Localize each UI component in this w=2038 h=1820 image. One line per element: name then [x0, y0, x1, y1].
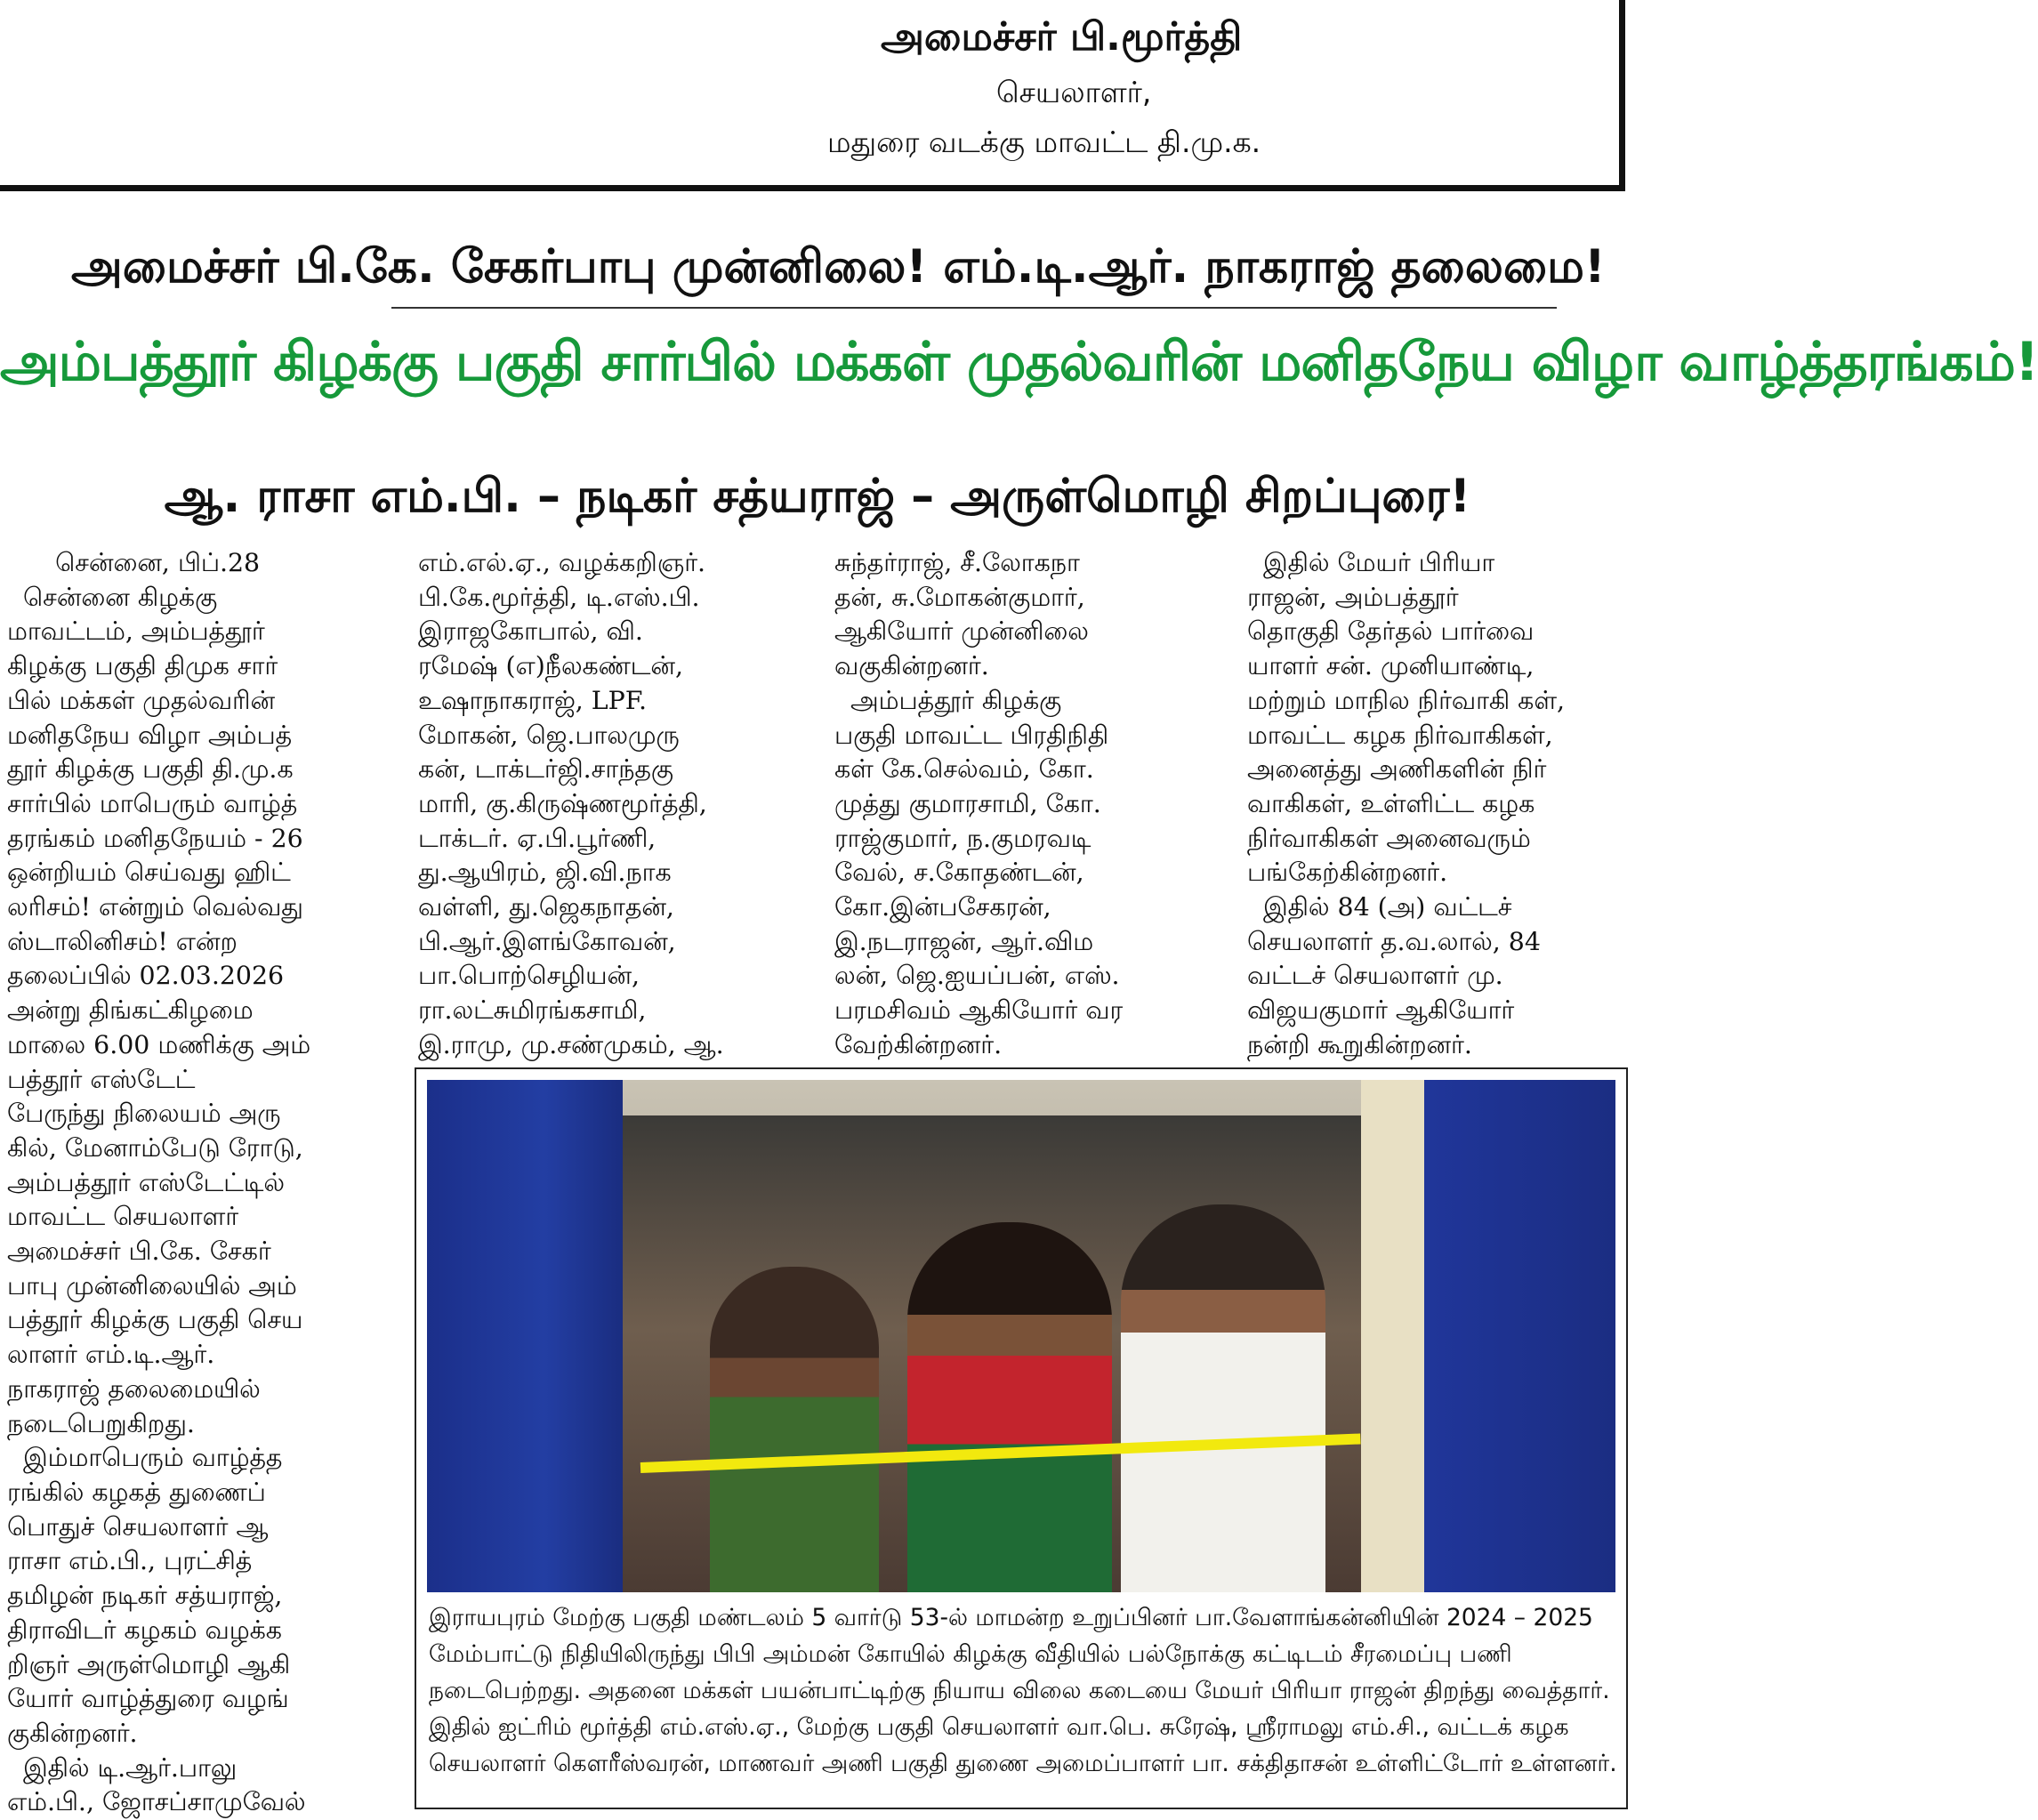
article-line: பாபு முன்னிலையில் அம் [7, 1270, 297, 1301]
article-line: ராசா எம்.பி., புரட்சித் [7, 1546, 253, 1576]
pillar [1361, 1080, 1432, 1592]
blue-door-right [1424, 1080, 1615, 1592]
caption-line: செயலாளர் கௌரீஸ்வரன், மாணவர் அணி பகுதி துணை அமைப்பாளர் பா. சக்திதாசன் உள்ளிட்டோர் உள்ளனர். [429, 1750, 1617, 1777]
article-line: மாலை 6.00 மணிக்கு அம் [7, 1029, 311, 1059]
article-line: கள் கே.செல்வம், கோ. [834, 754, 1094, 785]
article-line: இ.ராமு, மு.சண்முகம், ஆ. [418, 1029, 724, 1059]
headline-main: அம்பத்தூர் கிழக்கு பகுதி சார்பில் மக்கள் முதல்வரின் மனிதநேய விழா வாழ்த்தரங்கம்! [0, 331, 2038, 393]
article-line: சென்னை, பிப்.28 [7, 548, 261, 577]
article-line: மாவட்ட கழக நிர்வாகிகள், [1247, 720, 1553, 750]
article-line: யாளர் சன். முனியாண்டி, [1247, 651, 1535, 681]
article-line: எம்.பி., ஜோசப்சாமுவேல் [7, 1787, 306, 1817]
article-line: சுந்தர்ராஜ், சீ.லோகநா [834, 548, 1080, 577]
headline-divider [391, 307, 1557, 309]
article-column-4 [1247, 546, 1621, 1063]
article-line: வேல், ச.கோதண்டன், [834, 858, 1084, 888]
article-line: தமிழன் நடிகர் சத்யராஜ், [7, 1581, 283, 1611]
article-line: கில், மேனாம்பேடு ரோடு, [7, 1132, 303, 1163]
article-line: பா.பொற்செழியன், [418, 961, 640, 991]
article-line: ரமேஷ் (எ)நீலகண்டன், [418, 651, 683, 681]
article-line: டாக்டர். ஏ.பி.பூர்ணி, [418, 823, 657, 853]
article-line: ராஜன், அம்பத்தூர் [1247, 582, 1459, 612]
article-line: கன், டாக்டர்ஜி.சாந்தகு [418, 754, 673, 785]
article-line: கோ.இன்பசேகரன், [834, 892, 1051, 922]
article-line: தரங்கம் மனிதநேயம் - 26 [7, 823, 303, 853]
article-column-3 [834, 546, 1208, 1063]
article-column-1 [7, 546, 381, 1820]
article-line: சார்பில் மாபெரும் வாழ்த் [7, 788, 298, 818]
article-line: பி.ஆர்.இளங்கோவன், [418, 926, 676, 956]
article-line: ஒன்றியம் செய்வது ஹிட் [7, 858, 291, 888]
article-line: தொகுதி தேர்தல் பார்வை [1247, 616, 1535, 647]
article-line: மோகன், ஜெ.பாலமுரு [418, 720, 680, 750]
article-line: பரமசிவம் ஆகியோர் வர [834, 995, 1124, 1026]
article-line: இராஜகோபால், வி. [418, 616, 643, 647]
photo-caption [429, 1599, 1617, 1782]
article-line: வகுகின்றனர். [834, 651, 989, 681]
article-line: மாரி, கு.கிருஷ்ணமூர்த்தி, [418, 788, 707, 818]
minister-role: செயலாளர், [996, 75, 1152, 109]
article-line: பகுதி மாவட்ட பிரதிநிதி [834, 720, 1109, 750]
caption-line: இராயபுரம் மேற்கு பகுதி மண்டலம் 5 வார்டு 53-ல் மாமன்ற உறுப்பினர் பா.வேளாங்கன்னியின் 2024 – 2025 [429, 1604, 1593, 1631]
person-left [710, 1267, 879, 1592]
article-line: வள்ளி, து.ஜெகநாதன், [418, 892, 674, 922]
article-line: தூர் கிழக்கு பகுதி தி.மு.க [7, 754, 294, 785]
article-line: கிழக்கு பகுதி திமுக சார் [7, 651, 278, 681]
header-box [0, 0, 1625, 191]
article-line: லாளர் எம்.டி.ஆர். [7, 1340, 215, 1370]
article-line: மாவட்ட செயலாளர் [7, 1202, 239, 1232]
article-line: லரிசம்! என்றும் வெல்வது [7, 892, 303, 922]
article-line: மாவட்டம், அம்பத்தூர் [7, 616, 265, 647]
article-line: மனிதநேய விழா அம்பத் [7, 720, 293, 750]
article-line: இம்மாபெரும் வாழ்த்த [7, 1443, 283, 1473]
article-line: நடைபெறுகிறது. [7, 1408, 195, 1438]
minister-name: அமைச்சர் பி.மூர்த்தி [881, 14, 1243, 60]
article-line: வட்டச் செயலாளர் மு. [1247, 961, 1503, 991]
article-line: பி.கே.மூர்த்தி, டி.எஸ்.பி. [418, 582, 700, 612]
article-line: ராஜ்குமார், ந.குமரவடி [834, 823, 1091, 853]
article-line: பில் மக்கள் முதல்வரின் [7, 685, 276, 715]
article-line: விஜயகுமார் ஆகியோர் [1247, 995, 1515, 1026]
ribbon-cutting-photo [427, 1080, 1615, 1592]
article-line: நன்றி கூறுகின்றனர். [1247, 1029, 1472, 1059]
article-line: குகின்றனர். [7, 1718, 138, 1748]
article-line: பொதுச் செயலாளர் ஆ [7, 1511, 269, 1542]
caption-line: நடைபெற்றது. அதனை மக்கள் பயன்பாட்டிற்கு நியாய விலை கடையை மேயர் பிரியா ராஜன் திறந்து வைத்தார். [429, 1677, 1610, 1704]
article-line: லன், ஜெ.ஐயப்பன், எஸ். [834, 961, 1120, 991]
article-line: திராவிடர் கழகம் வழக்க [7, 1615, 282, 1645]
headline-top: அமைச்சர் பி.கே. சேகர்பாபு முன்னிலை! எம்.டி.ஆர். நாகராஜ் தலைமை! [71, 240, 1606, 294]
article-line: அமைச்சர் பி.கே. சேகர் [7, 1236, 271, 1267]
article-line: யோர் வாழ்த்துரை வழங் [7, 1684, 289, 1714]
article-line: வேற்கின்றனர். [834, 1029, 1003, 1059]
article-line: து.ஆயிரம், ஜி.வி.நாக [418, 858, 672, 888]
article-column-2 [418, 546, 792, 1063]
article-line: றிஞர் அருள்மொழி ஆகி [7, 1649, 291, 1679]
blue-door-left [427, 1080, 623, 1592]
caption-line: இதில் ஐட்ரிம் மூர்த்தி எம்.எஸ்.ஏ., மேற்கு பகுதி செயலாளர் வா.பெ. சுரேஷ், ஸ்ரீராமலு எம்.சி., வட்டக் கழக [429, 1713, 1569, 1741]
article-line: அனைத்து அணிகளின் நிர் [1247, 754, 1547, 785]
article-line: இதில் 84 (அ) வட்டச் [1247, 892, 1512, 922]
article-line: பங்கேற்கின்றனர். [1247, 858, 1448, 888]
article-line: அம்பத்தூர் எஸ்டேட்டில் [7, 1167, 285, 1197]
article-line: நாகராஜ் தலைமையில் [7, 1373, 261, 1404]
article-line: வாகிகள், உள்ளிட்ட கழக [1247, 788, 1535, 818]
article-line: அன்று திங்கட்கிழமை [7, 995, 254, 1026]
article-line: ஆகியோர் முன்னிலை [834, 616, 1089, 647]
article-line: பத்தூர் எஸ்டேட் [7, 1064, 196, 1094]
article-line: ஸ்டாலினிசம்! என்ற [7, 926, 238, 956]
article-line: இதில் மேயர் பிரியா [1247, 548, 1495, 577]
article-line: சென்னை கிழக்கு [7, 582, 218, 612]
article-line: முத்து குமாரசாமி, கோ. [834, 788, 1101, 818]
article-line: பத்தூர் கிழக்கு பகுதி செய [7, 1305, 303, 1335]
article-line: உஷாநாகராஜ், LPF. [418, 685, 648, 715]
article-line: நிர்வாகிகள் அனைவரும் [1247, 823, 1531, 853]
article-line: இதில் டி.ஆர்.பாலு [7, 1752, 238, 1783]
article-line: தலைப்பில் 02.03.2026 [7, 961, 285, 991]
article-line: அம்பத்தூர் கிழக்கு [834, 685, 1062, 715]
person-right [1121, 1204, 1325, 1592]
article-line: பேருந்து நிலையம் அரு [7, 1099, 281, 1129]
minister-district: மதுரை வடக்கு மாவட்ட தி.மு.க. [827, 125, 1261, 159]
article-line: எம்.எல்.ஏ., வழக்கறிஞர். [418, 548, 706, 577]
article-line: ரா.லட்சுமிரங்கசாமி, [418, 995, 647, 1026]
headline-sub: ஆ. ராசா எம்.பி. – நடிகர் சத்யராஜ் – அருள்மொழி சிறப்புரை! [164, 470, 1471, 523]
photo-box [415, 1067, 1628, 1809]
article-line: செயலாளர் த.வ.லால், 84 [1247, 926, 1541, 956]
caption-line: மேம்பாட்டு நிதியிலிருந்து பிபி அம்மன் கோயில் கிழக்கு வீதியில் பல்நோக்கு கட்டிடம் சீரமைப்பு பணி [429, 1640, 1512, 1668]
article-line: தன், சு.மோகன்குமார், [834, 582, 1085, 612]
article-line: ரங்கில் கழகத் துணைப் [7, 1477, 266, 1507]
person-center [907, 1222, 1112, 1592]
article-line: இ.நடராஜன், ஆர்.விம [834, 926, 1094, 956]
article-line: மற்றும் மாநில நிர்வாகி கள், [1247, 685, 1565, 715]
